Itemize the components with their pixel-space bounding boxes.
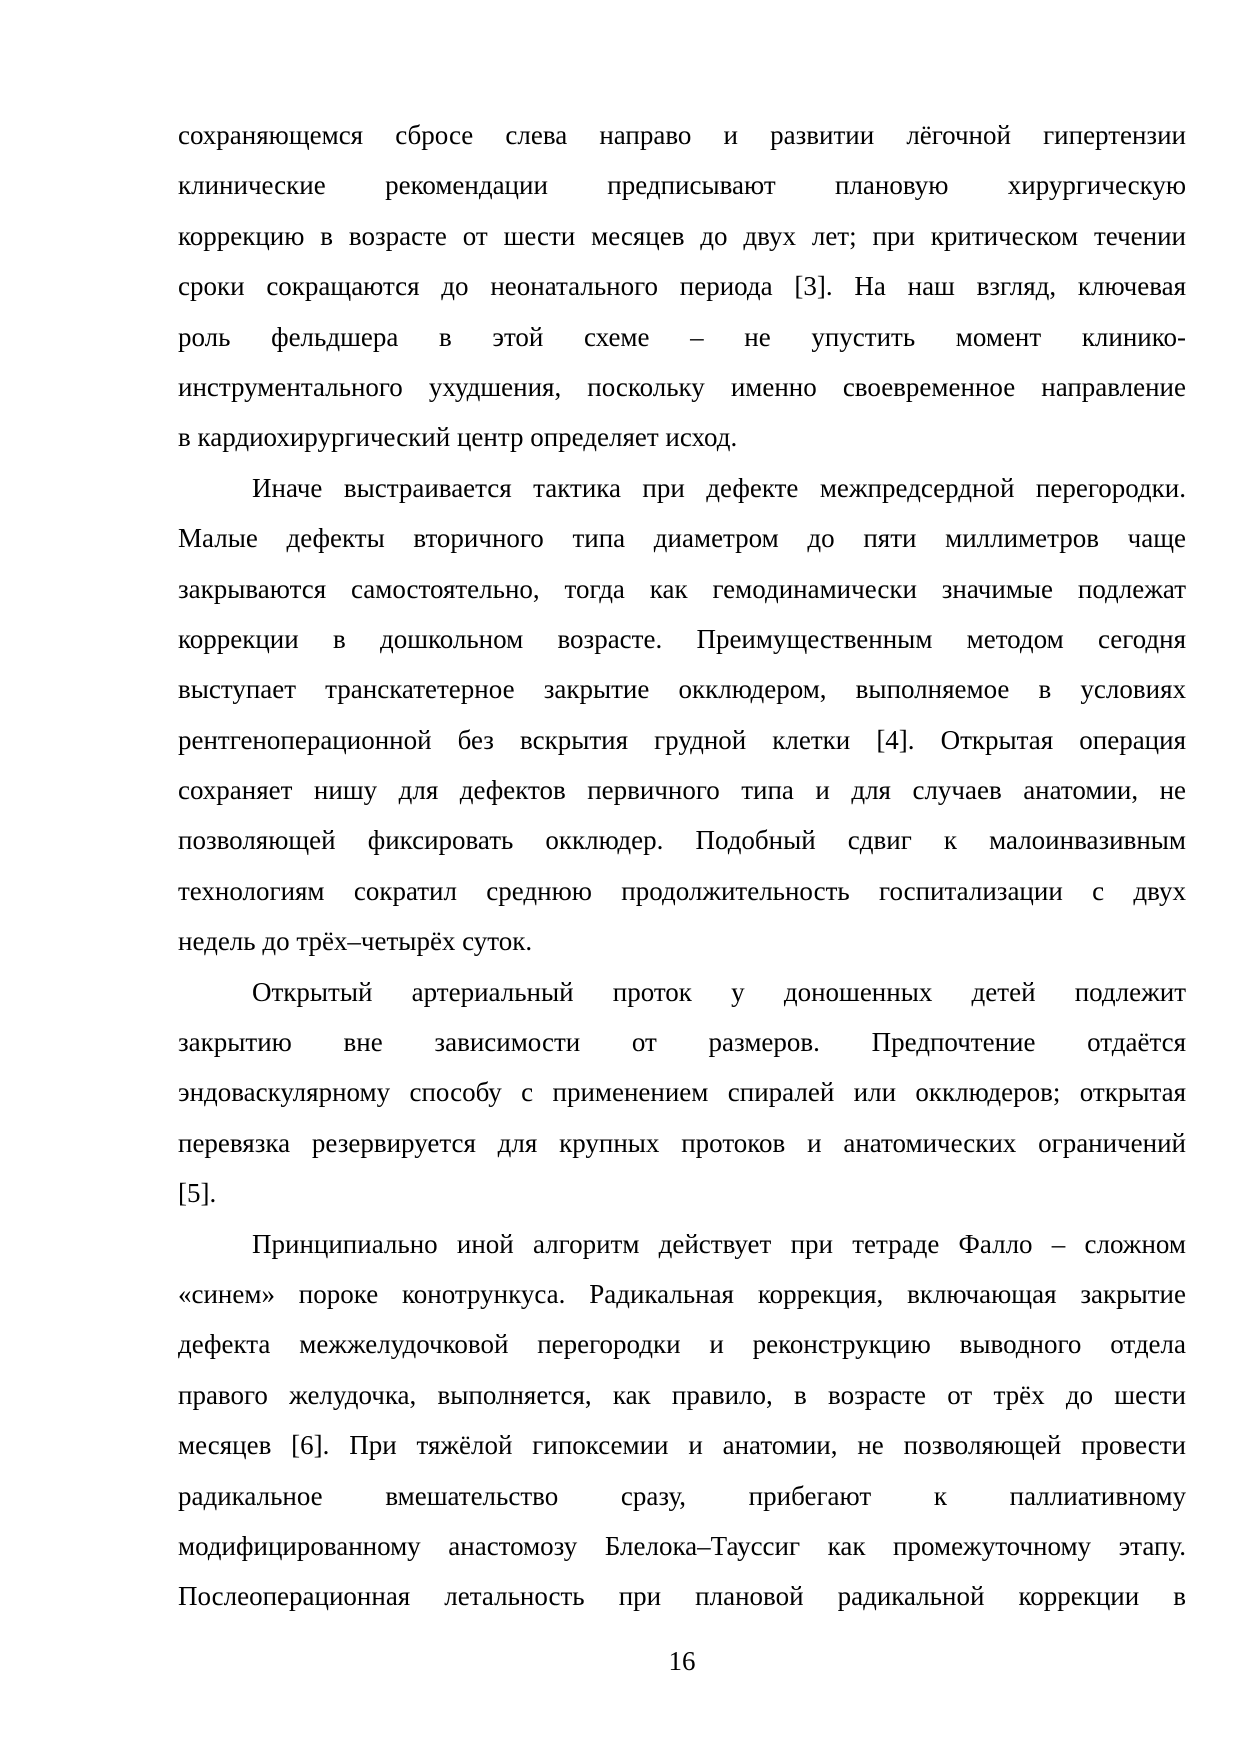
paragraph-line: технологиям сократил среднюю продолжительность госпитализации с двух (178, 875, 1186, 906)
paragraph-line: рентгеноперационной без вскрытия грудной клетки [4]. Открытая операция (178, 724, 1186, 755)
paragraph-line: сроки сокращаются до неонатального периода [3]. На наш взгляд, ключевая (178, 271, 1186, 302)
paragraph-line: сохраняет нишу для дефектов первичного типа и для случаев анатомии, не (178, 775, 1186, 806)
paragraph-line: роль фельдшера в этой схеме – не упустить момент клинико- (178, 321, 1186, 352)
paragraph-line: радикальное вмешательство сразу, прибегают к паллиативному (178, 1480, 1186, 1511)
paragraph (178, 110, 1186, 463)
paragraph-line: Послеоперационная летальность при плановой радикальной коррекции в (178, 1581, 1186, 1612)
page-number: 16 (668, 1646, 696, 1676)
paragraph-line: недель до трёх–четырёх суток. (178, 926, 533, 957)
paragraph (178, 463, 1186, 967)
paragraph-line: правого желудочка, выполняется, как правило, в возрасте от трёх до шести (178, 1379, 1186, 1410)
paragraph-line: закрытию вне зависимости от размеров. Предпочтение отдаётся (178, 1027, 1186, 1058)
paragraph-line: сохраняющемся сбросе слева направо и развитии лёгочной гипертензии (178, 120, 1186, 150)
paragraph-line: клинические рекомендации предписывают плановую хирургическую (178, 170, 1186, 201)
paragraph-line: Принципиально иной алгоритм действует при тетраде Фалло – сложном (252, 1228, 1186, 1259)
paragraph (178, 1219, 1186, 1622)
paragraph-line: дефекта межжелудочковой перегородки и реконструкцию выводного отдела (178, 1329, 1186, 1360)
paragraph-line: инструментального ухудшения, поскольку именно своевременное направление (178, 371, 1186, 402)
paragraph-line: выступает транскатетерное закрытие окклюдером, выполняемое в условиях (178, 674, 1186, 705)
paragraph-line: эндоваскулярному способу с применением спиралей или окклюдеров; открытая (178, 1077, 1186, 1108)
paragraph (178, 967, 1186, 1219)
paragraph-line: Иначе выстраивается тактика при дефекте межпредсердной перегородки. (252, 472, 1186, 503)
paragraph-line: Малые дефекты вторичного типа диаметром до пяти миллиметров чаще (178, 523, 1186, 554)
paragraph-line: «синем» пороке конотрункуса. Радикальная коррекция, включающая закрытие (178, 1278, 1186, 1309)
paragraph-line: месяцев [6]. При тяжёлой гипоксемии и анатомии, не позволяющей провести (178, 1430, 1186, 1461)
paragraph-line: модифицированному анастомозу Блелока–Тауссиг как промежуточному этапу. (178, 1530, 1186, 1561)
paragraph-line: перевязка резервируется для крупных протоков и анатомических ограничений (178, 1127, 1186, 1158)
paragraph-line: [5]. (178, 1178, 217, 1209)
paragraph-line: Открытый артериальный проток у доношенных детей подлежит (252, 976, 1186, 1007)
paragraph-line: коррекцию в возрасте от шести месяцев до двух лет; при критическом течении (178, 220, 1186, 251)
paragraph-line: закрываются самостоятельно, тогда как гемодинамически значимые подлежат (178, 573, 1186, 604)
paragraph-line: в кардиохирургический центр определяет исход. (178, 422, 738, 453)
paragraph-line: позволяющей фиксировать окклюдер. Подобный сдвиг к малоинвазивным (178, 825, 1186, 856)
body-text (178, 110, 1186, 1622)
paragraph-line: коррекции в дошкольном возрасте. Преимущественным методом сегодня (178, 623, 1186, 654)
